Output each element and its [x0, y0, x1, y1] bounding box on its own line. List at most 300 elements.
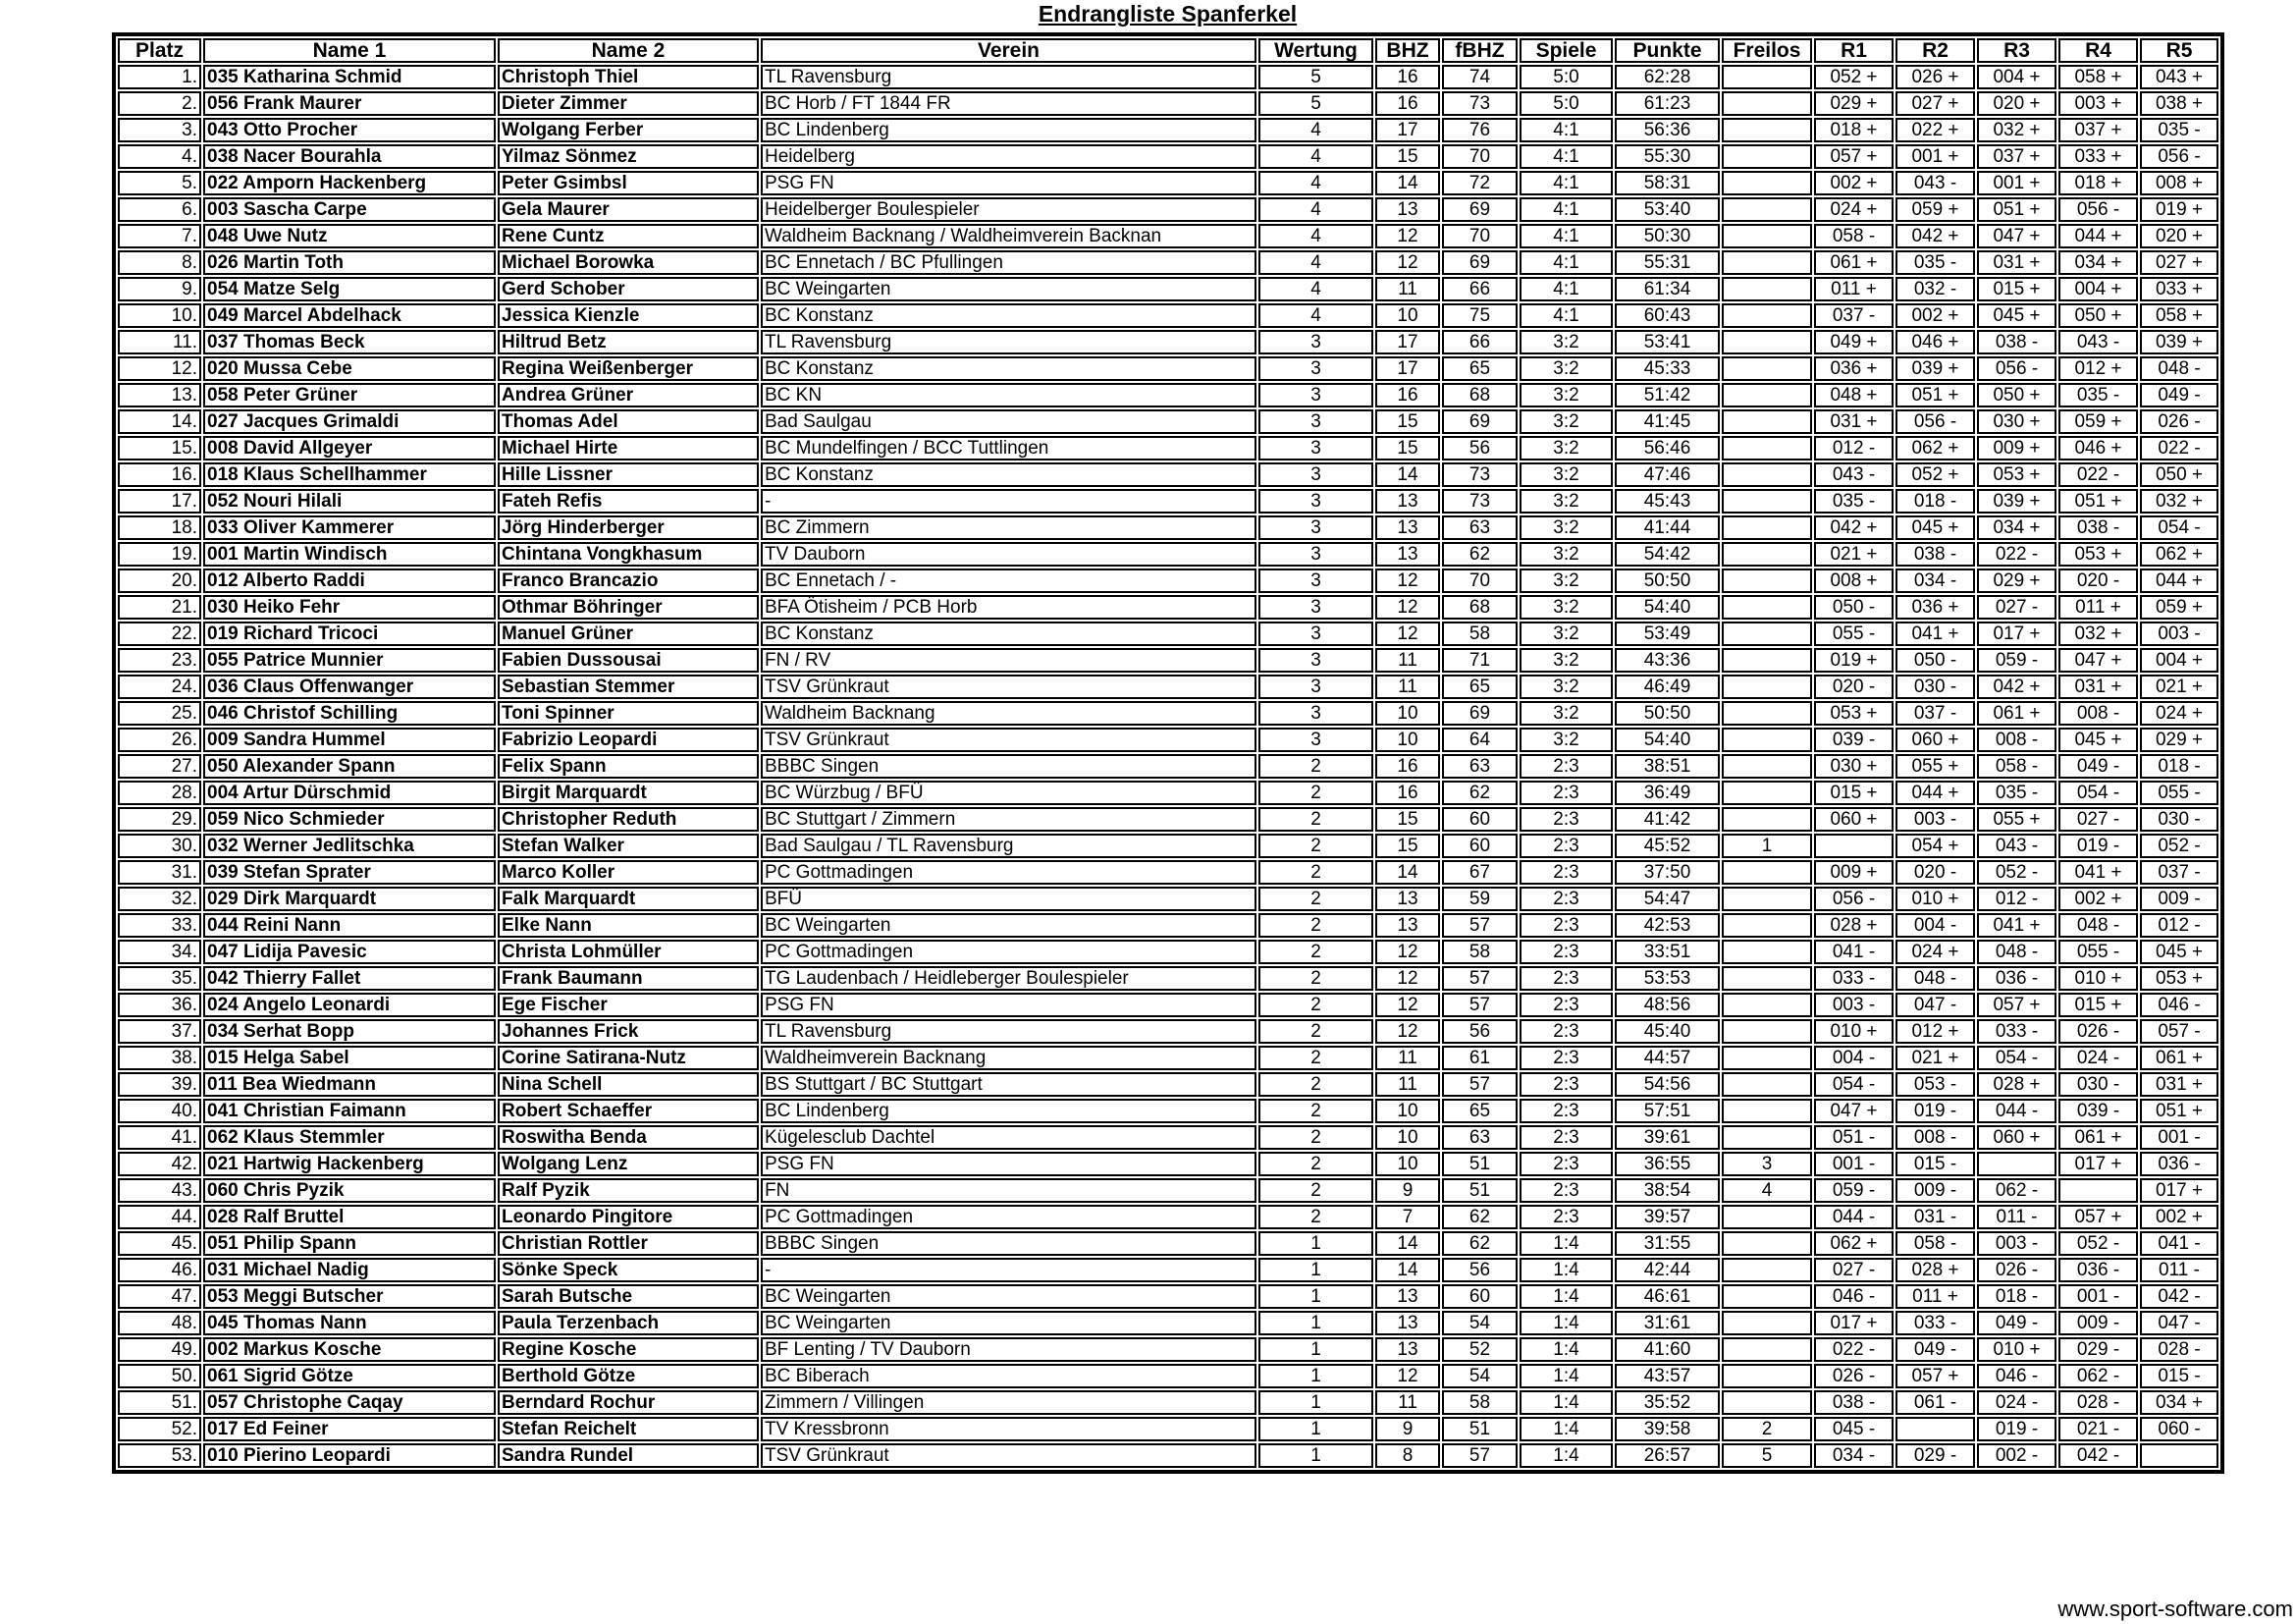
cell-fbhz: 62 — [1442, 542, 1518, 567]
cell-verein: BC Mundelfingen / BCC Tuttlingen — [761, 436, 1256, 460]
cell-name1: 021 Hartwig Hackenberg — [203, 1152, 496, 1176]
cell-spiele: 2:3 — [1520, 1072, 1613, 1097]
cell-platz: 52. — [118, 1417, 201, 1441]
cell-r1: 028 + — [1814, 913, 1894, 938]
cell-wertung: 3 — [1258, 489, 1373, 514]
table-row — [118, 807, 2218, 832]
cell-r1: 031 + — [1814, 409, 1894, 434]
cell-verein: Bad Saulgau — [761, 409, 1256, 434]
cell-spiele: 1:4 — [1520, 1258, 1613, 1282]
cell-verein: BC Konstanz — [761, 462, 1256, 487]
cell-punkte: 45:40 — [1615, 1019, 1720, 1044]
cell-name1: 015 Helga Sabel — [203, 1046, 496, 1070]
cell-verein: TV Dauborn — [761, 542, 1256, 567]
cell-punkte: 38:51 — [1615, 754, 1720, 779]
cell-bhz: 8 — [1375, 1443, 1440, 1468]
cell-r2 — [1896, 1417, 1975, 1441]
cell-r1: 058 - — [1814, 224, 1894, 248]
cell-verein: TSV Grünkraut — [761, 728, 1256, 752]
cell-verein: TG Laudenbach / Heidleberger Boulespieler — [761, 966, 1256, 991]
table-row — [118, 834, 2218, 858]
cell-platz: 30. — [118, 834, 201, 858]
table-row — [118, 568, 2218, 593]
cell-freilos — [1722, 1390, 1812, 1415]
cell-name2: Sandra Rundel — [498, 1443, 759, 1468]
cell-fbhz: 57 — [1442, 1443, 1518, 1468]
cell-fbhz: 57 — [1442, 1072, 1518, 1097]
cell-r4: 021 - — [2058, 1417, 2138, 1441]
cell-bhz: 12 — [1375, 1019, 1440, 1044]
cell-name2: Regina Weißenberger — [498, 356, 759, 381]
cell-fbhz: 58 — [1442, 1390, 1518, 1415]
cell-r5: 045 + — [2140, 940, 2218, 964]
table-row — [118, 356, 2218, 381]
cell-wertung: 3 — [1258, 356, 1373, 381]
cell-name2: Nina Schell — [498, 1072, 759, 1097]
cell-verein: PC Gottmadingen — [761, 860, 1256, 885]
cell-r1: 009 + — [1814, 860, 1894, 885]
cell-r1: 056 - — [1814, 887, 1894, 911]
cell-spiele: 2:3 — [1520, 1178, 1613, 1203]
cell-r2: 046 + — [1896, 330, 1975, 354]
cell-platz: 39. — [118, 1072, 201, 1097]
cell-platz: 47. — [118, 1284, 201, 1309]
cell-fbhz: 69 — [1442, 701, 1518, 726]
cell-name1: 047 Lidija Pavesic — [203, 940, 496, 964]
cell-spiele: 3:2 — [1520, 436, 1613, 460]
cell-bhz: 14 — [1375, 171, 1440, 195]
cell-wertung: 3 — [1258, 675, 1373, 699]
cell-platz: 26. — [118, 728, 201, 752]
cell-wertung: 1 — [1258, 1390, 1373, 1415]
cell-r2: 024 + — [1896, 940, 1975, 964]
cell-platz: 23. — [118, 648, 201, 673]
cell-r2: 009 - — [1896, 1178, 1975, 1203]
cell-r5: 021 + — [2140, 675, 2218, 699]
cell-verein: BS Stuttgart / BC Stuttgart — [761, 1072, 1256, 1097]
cell-freilos: 4 — [1722, 1178, 1812, 1203]
cell-freilos — [1722, 1364, 1812, 1388]
cell-r2: 020 - — [1896, 860, 1975, 885]
cell-spiele: 3:2 — [1520, 489, 1613, 514]
cell-platz: 42. — [118, 1152, 201, 1176]
cell-platz: 50. — [118, 1364, 201, 1388]
cell-fbhz: 63 — [1442, 754, 1518, 779]
cell-r5: 009 - — [2140, 887, 2218, 911]
cell-platz: 14. — [118, 409, 201, 434]
cell-r3: 061 + — [1977, 701, 2056, 726]
cell-r1 — [1814, 834, 1894, 858]
table-row — [118, 171, 2218, 195]
cell-verein: Heidelberger Boulespieler — [761, 197, 1256, 222]
table-row — [118, 542, 2218, 567]
cell-r4: 057 + — [2058, 1205, 2138, 1229]
cell-platz: 2. — [118, 91, 201, 116]
cell-verein: BC Konstanz — [761, 356, 1256, 381]
cell-r2: 061 - — [1896, 1390, 1975, 1415]
cell-r4: 015 + — [2058, 993, 2138, 1017]
cell-r5: 008 + — [2140, 171, 2218, 195]
cell-bhz: 12 — [1375, 595, 1440, 620]
cell-name1: 001 Martin Windisch — [203, 542, 496, 567]
cell-name1: 039 Stefan Sprater — [203, 860, 496, 885]
cell-wertung: 2 — [1258, 913, 1373, 938]
cell-r5: 053 + — [2140, 966, 2218, 991]
cell-name2: Othmar Böhringer — [498, 595, 759, 620]
cell-name2: Christoph Thiel — [498, 65, 759, 89]
cell-name1: 012 Alberto Raddi — [203, 568, 496, 593]
cell-fbhz: 69 — [1442, 197, 1518, 222]
cell-r2: 015 - — [1896, 1152, 1975, 1176]
cell-platz: 33. — [118, 913, 201, 938]
cell-name1: 011 Bea Wiedmann — [203, 1072, 496, 1097]
cell-r1: 054 - — [1814, 1072, 1894, 1097]
cell-r3: 053 + — [1977, 462, 2056, 487]
cell-name1: 045 Thomas Nann — [203, 1311, 496, 1335]
cell-bhz: 15 — [1375, 807, 1440, 832]
cell-r4: 004 + — [2058, 277, 2138, 301]
column-header-r3: R3 — [1977, 38, 2056, 63]
cell-r2: 026 + — [1896, 65, 1975, 89]
cell-platz: 36. — [118, 993, 201, 1017]
cell-punkte: 56:46 — [1615, 436, 1720, 460]
cell-r2: 042 + — [1896, 224, 1975, 248]
cell-verein: BBBC Singen — [761, 754, 1256, 779]
cell-verein: BC Zimmern — [761, 515, 1256, 540]
cell-r4: 051 + — [2058, 489, 2138, 514]
cell-name2: Ralf Pyzik — [498, 1178, 759, 1203]
table-row — [118, 675, 2218, 699]
cell-wertung: 3 — [1258, 462, 1373, 487]
cell-name2: Frank Baumann — [498, 966, 759, 991]
cell-bhz: 17 — [1375, 356, 1440, 381]
cell-wertung: 1 — [1258, 1231, 1373, 1256]
cell-fbhz: 74 — [1442, 65, 1518, 89]
cell-name1: 056 Frank Maurer — [203, 91, 496, 116]
cell-r5: 019 + — [2140, 197, 2218, 222]
cell-r4: 048 - — [2058, 913, 2138, 938]
cell-wertung: 4 — [1258, 118, 1373, 142]
cell-freilos — [1722, 1231, 1812, 1256]
cell-name2: Stefan Walker — [498, 834, 759, 858]
cell-name2: Gela Maurer — [498, 197, 759, 222]
cell-r1: 047 + — [1814, 1099, 1894, 1123]
cell-r3: 049 - — [1977, 1311, 2056, 1335]
cell-r3: 036 - — [1977, 966, 2056, 991]
cell-wertung: 3 — [1258, 542, 1373, 567]
table-row — [118, 1072, 2218, 1097]
cell-r1: 019 + — [1814, 648, 1894, 673]
cell-punkte: 45:43 — [1615, 489, 1720, 514]
cell-r2: 035 - — [1896, 250, 1975, 275]
cell-bhz: 12 — [1375, 622, 1440, 646]
table-row — [118, 940, 2218, 964]
cell-r4: 038 - — [2058, 515, 2138, 540]
cell-r1: 037 - — [1814, 303, 1894, 328]
table-row — [118, 1284, 2218, 1309]
cell-verein: TL Ravensburg — [761, 65, 1256, 89]
cell-bhz: 7 — [1375, 1205, 1440, 1229]
table-row — [118, 1337, 2218, 1362]
table-row — [118, 860, 2218, 885]
cell-r1: 015 + — [1814, 781, 1894, 805]
cell-bhz: 16 — [1375, 65, 1440, 89]
cell-spiele: 2:3 — [1520, 754, 1613, 779]
cell-r3: 024 - — [1977, 1390, 2056, 1415]
cell-platz: 16. — [118, 462, 201, 487]
cell-r2: 031 - — [1896, 1205, 1975, 1229]
cell-r5: 044 + — [2140, 568, 2218, 593]
cell-r2: 004 - — [1896, 913, 1975, 938]
cell-r3: 027 - — [1977, 595, 2056, 620]
cell-punkte: 43:36 — [1615, 648, 1720, 673]
cell-bhz: 12 — [1375, 993, 1440, 1017]
cell-r3: 047 + — [1977, 224, 2056, 248]
cell-r4: 022 - — [2058, 462, 2138, 487]
cell-platz: 41. — [118, 1125, 201, 1150]
cell-verein: BC Weingarten — [761, 1311, 1256, 1335]
cell-wertung: 3 — [1258, 622, 1373, 646]
table-row — [118, 1231, 2218, 1256]
column-header-spiele: Spiele — [1520, 38, 1613, 63]
cell-punkte: 54:56 — [1615, 1072, 1720, 1097]
cell-r1: 021 + — [1814, 542, 1894, 567]
cell-r1: 035 - — [1814, 489, 1894, 514]
cell-name2: Sarah Butsche — [498, 1284, 759, 1309]
cell-fbhz: 65 — [1442, 1099, 1518, 1123]
cell-punkte: 53:40 — [1615, 197, 1720, 222]
cell-wertung: 2 — [1258, 860, 1373, 885]
cell-r1: 003 - — [1814, 993, 1894, 1017]
cell-platz: 38. — [118, 1046, 201, 1070]
cell-platz: 44. — [118, 1205, 201, 1229]
cell-name2: Yilmaz Sönmez — [498, 144, 759, 169]
cell-freilos — [1722, 462, 1812, 487]
cell-punkte: 37:50 — [1615, 860, 1720, 885]
cell-r4: 052 - — [2058, 1231, 2138, 1256]
cell-r2: 043 - — [1896, 171, 1975, 195]
cell-r1: 053 + — [1814, 701, 1894, 726]
cell-name2: Fabien Dussousai — [498, 648, 759, 673]
cell-fbhz: 58 — [1442, 622, 1518, 646]
cell-wertung: 1 — [1258, 1258, 1373, 1282]
cell-punkte: 36:49 — [1615, 781, 1720, 805]
cell-verein: BC KN — [761, 383, 1256, 407]
cell-r5: 015 - — [2140, 1364, 2218, 1388]
cell-wertung: 1 — [1258, 1417, 1373, 1441]
cell-spiele: 4:1 — [1520, 118, 1613, 142]
cell-fbhz: 73 — [1442, 91, 1518, 116]
cell-wertung: 4 — [1258, 224, 1373, 248]
column-header-verein: Verein — [761, 38, 1256, 63]
cell-wertung: 2 — [1258, 1178, 1373, 1203]
column-header-r1: R1 — [1814, 38, 1894, 63]
cell-r3: 043 - — [1977, 834, 2056, 858]
cell-bhz: 12 — [1375, 940, 1440, 964]
cell-r2: 027 + — [1896, 91, 1975, 116]
table-row — [118, 887, 2218, 911]
cell-platz: 49. — [118, 1337, 201, 1362]
cell-freilos — [1722, 993, 1812, 1017]
cell-r1: 008 + — [1814, 568, 1894, 593]
cell-wertung: 2 — [1258, 966, 1373, 991]
cell-verein: TL Ravensburg — [761, 1019, 1256, 1044]
cell-verein: BC Ennetach / BC Pfullingen — [761, 250, 1256, 275]
cell-r2: 037 - — [1896, 701, 1975, 726]
cell-freilos — [1722, 542, 1812, 567]
cell-wertung: 2 — [1258, 781, 1373, 805]
cell-r2: 002 + — [1896, 303, 1975, 328]
cell-freilos — [1722, 409, 1812, 434]
cell-name1: 026 Martin Toth — [203, 250, 496, 275]
cell-r4: 012 + — [2058, 356, 2138, 381]
cell-wertung: 3 — [1258, 648, 1373, 673]
cell-bhz: 13 — [1375, 1337, 1440, 1362]
cell-r4: 034 + — [2058, 250, 2138, 275]
cell-name2: Robert Schaeffer — [498, 1099, 759, 1123]
cell-name2: Corine Satirana-Nutz — [498, 1046, 759, 1070]
cell-r3: 010 + — [1977, 1337, 2056, 1362]
cell-name2: Berthold Götze — [498, 1364, 759, 1388]
cell-freilos — [1722, 515, 1812, 540]
cell-bhz: 17 — [1375, 118, 1440, 142]
cell-name2: Thomas Adel — [498, 409, 759, 434]
cell-spiele: 2:3 — [1520, 1125, 1613, 1150]
cell-r2: 060 + — [1896, 728, 1975, 752]
cell-fbhz: 67 — [1442, 860, 1518, 885]
cell-r4: 010 + — [2058, 966, 2138, 991]
cell-r4: 011 + — [2058, 595, 2138, 620]
table-row — [118, 224, 2218, 248]
cell-r4: 062 - — [2058, 1364, 2138, 1388]
cell-spiele: 3:2 — [1520, 409, 1613, 434]
cell-r3: 028 + — [1977, 1072, 2056, 1097]
cell-name2: Elke Nann — [498, 913, 759, 938]
cell-fbhz: 62 — [1442, 1205, 1518, 1229]
cell-spiele: 2:3 — [1520, 1046, 1613, 1070]
cell-wertung: 2 — [1258, 993, 1373, 1017]
cell-r3: 054 - — [1977, 1046, 2056, 1070]
cell-r4: 041 + — [2058, 860, 2138, 885]
cell-wertung: 4 — [1258, 250, 1373, 275]
cell-name2: Gerd Schober — [498, 277, 759, 301]
column-header-bhz: BHZ — [1375, 38, 1440, 63]
cell-r5: 057 - — [2140, 1019, 2218, 1044]
cell-name1: 002 Markus Kosche — [203, 1337, 496, 1362]
cell-r4: 058 + — [2058, 65, 2138, 89]
table-row — [118, 250, 2218, 275]
cell-verein: BC Lindenberg — [761, 1099, 1256, 1123]
cell-punkte: 39:57 — [1615, 1205, 1720, 1229]
cell-platz: 22. — [118, 622, 201, 646]
cell-freilos — [1722, 118, 1812, 142]
cell-name1: 035 Katharina Schmid — [203, 65, 496, 89]
cell-freilos — [1722, 330, 1812, 354]
cell-freilos — [1722, 728, 1812, 752]
cell-r1: 050 - — [1814, 595, 1894, 620]
cell-r5: 024 + — [2140, 701, 2218, 726]
cell-r3: 019 - — [1977, 1417, 2056, 1441]
cell-verein: FN / RV — [761, 648, 1256, 673]
cell-bhz: 13 — [1375, 1284, 1440, 1309]
cell-spiele: 1:4 — [1520, 1417, 1613, 1441]
cell-wertung: 4 — [1258, 277, 1373, 301]
cell-bhz: 11 — [1375, 1390, 1440, 1415]
cell-spiele: 2:3 — [1520, 993, 1613, 1017]
cell-r3: 020 + — [1977, 91, 2056, 116]
cell-wertung: 2 — [1258, 807, 1373, 832]
cell-r2: 011 + — [1896, 1284, 1975, 1309]
cell-r3: 033 - — [1977, 1019, 2056, 1044]
cell-punkte: 48:56 — [1615, 993, 1720, 1017]
cell-r5: 012 - — [2140, 913, 2218, 938]
cell-fbhz: 69 — [1442, 250, 1518, 275]
cell-freilos — [1722, 1046, 1812, 1070]
cell-name2: Birgit Marquardt — [498, 781, 759, 805]
cell-r4: 039 - — [2058, 1099, 2138, 1123]
cell-wertung: 2 — [1258, 834, 1373, 858]
table-row — [118, 1152, 2218, 1176]
cell-name2: Jessica Kienzle — [498, 303, 759, 328]
cell-r2: 041 + — [1896, 622, 1975, 646]
cell-r5: 028 - — [2140, 1337, 2218, 1362]
cell-punkte: 42:44 — [1615, 1258, 1720, 1282]
cell-punkte: 61:23 — [1615, 91, 1720, 116]
cell-r3: 015 + — [1977, 277, 2056, 301]
table-row — [118, 1364, 2218, 1388]
cell-r1: 038 - — [1814, 1390, 1894, 1415]
cell-r3: 034 + — [1977, 515, 2056, 540]
cell-spiele: 3:2 — [1520, 542, 1613, 567]
cell-spiele: 3:2 — [1520, 462, 1613, 487]
cell-r2: 038 - — [1896, 542, 1975, 567]
cell-r4: 046 + — [2058, 436, 2138, 460]
cell-r4: 047 + — [2058, 648, 2138, 673]
cell-r2: 029 - — [1896, 1443, 1975, 1468]
cell-r3: 001 + — [1977, 171, 2056, 195]
cell-name1: 022 Amporn Hackenberg — [203, 171, 496, 195]
cell-r2: 030 - — [1896, 675, 1975, 699]
table-row — [118, 648, 2218, 673]
cell-r5: 034 + — [2140, 1390, 2218, 1415]
cell-spiele: 1:4 — [1520, 1284, 1613, 1309]
cell-freilos — [1722, 171, 1812, 195]
cell-name2: Christian Rottler — [498, 1231, 759, 1256]
cell-freilos — [1722, 303, 1812, 328]
cell-punkte: 47:46 — [1615, 462, 1720, 487]
cell-verein: PSG FN — [761, 1152, 1256, 1176]
cell-r5: 026 - — [2140, 409, 2218, 434]
cell-spiele: 4:1 — [1520, 197, 1613, 222]
cell-r5: 058 + — [2140, 303, 2218, 328]
cell-r2: 001 + — [1896, 144, 1975, 169]
cell-wertung: 3 — [1258, 383, 1373, 407]
cell-r5: 029 + — [2140, 728, 2218, 752]
cell-name1: 009 Sandra Hummel — [203, 728, 496, 752]
cell-r4: 024 - — [2058, 1046, 2138, 1070]
cell-punkte: 39:58 — [1615, 1417, 1720, 1441]
cell-r3: 042 + — [1977, 675, 2056, 699]
cell-name2: Roswitha Benda — [498, 1125, 759, 1150]
cell-wertung: 3 — [1258, 568, 1373, 593]
cell-name1: 033 Oliver Kammerer — [203, 515, 496, 540]
cell-platz: 17. — [118, 489, 201, 514]
cell-r5: 041 - — [2140, 1231, 2218, 1256]
cell-bhz: 12 — [1375, 250, 1440, 275]
cell-name1: 028 Ralf Bruttel — [203, 1205, 496, 1229]
cell-name2: Sebastian Stemmer — [498, 675, 759, 699]
cell-r5: 030 - — [2140, 807, 2218, 832]
